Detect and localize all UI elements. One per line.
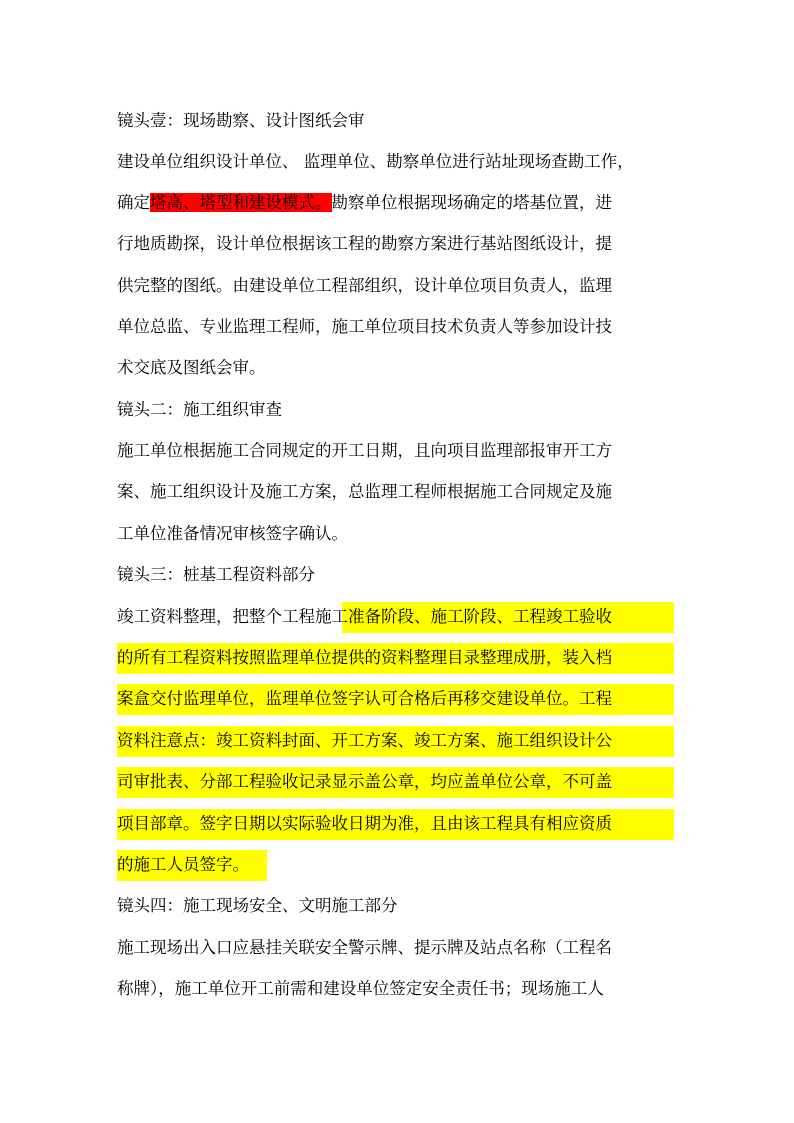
paragraph-line: 单位总监、专业监理工程师，施工单位项目技术负责人等参加设计技 bbox=[117, 317, 612, 336]
paragraph-line: 术交底及图纸会审。 bbox=[117, 358, 266, 377]
section-heading-2: 镜头二：施工组织审查 bbox=[117, 400, 282, 419]
section-heading-3: 镜头三：桩基工程资料部分 bbox=[117, 565, 315, 584]
paragraph-line: 的施工人员签字。 bbox=[117, 855, 249, 874]
paragraph-line: 项目部章。签字日期以实际验收日期为准，且由该工程具有相应资质 bbox=[117, 814, 612, 833]
paragraph-line: 施工单位根据施工合同规定的开工日期，且向项目监理部报审开工方 bbox=[117, 441, 612, 460]
paragraph-line-highlighted bbox=[117, 192, 612, 214]
paragraph-line: 资料注意点：竣工资料封面、开工方案、竣工方案、施工组织设计公 bbox=[117, 731, 612, 750]
text-segment: 勘察单位根据现场确定的塔基位置，进 bbox=[331, 193, 612, 212]
paragraph-line: 案盒交付监理单位，监理单位签字认可合格后再移交建设单位。工程 bbox=[117, 689, 612, 708]
paragraph-line: 案、施工组织设计及施工方案，总监理工程师根据施工合同规定及施 bbox=[117, 482, 612, 501]
paragraph-line: 司审批表、分部工程验收记录显示盖公章，均应盖单位公章，不可盖 bbox=[117, 772, 612, 791]
paragraph-line: 工单位准备情况审核签字确认。 bbox=[117, 524, 348, 543]
paragraph-line: 竣工资料整理，把整个工程施工准备阶段、施工阶段、工程竣工验收 bbox=[117, 607, 612, 626]
paragraph-line: 行地质勘探，设计单位根据该工程的勘察方案进行基站图纸设计，提 bbox=[117, 234, 612, 253]
section-heading-1: 镜头壹：现场勘察、设计图纸会审 bbox=[117, 111, 365, 130]
paragraph-line: 的所有工程资料按照监理单位提供的资料整理目录整理成册，装入档 bbox=[117, 648, 612, 667]
paragraph-line: 称牌），施工单位开工前需和建设单位签定安全责任书；现场施工人 bbox=[117, 979, 604, 998]
paragraph-line: 施工现场出入口应悬挂关联安全警示牌、提示牌及站点名称（工程名 bbox=[117, 938, 612, 957]
paragraph-line: 供完整的图纸。由建设单位工程部组织，设计单位项目负责人，监理 bbox=[117, 276, 612, 295]
red-highlight: 塔高、塔型和建设模式。 bbox=[150, 193, 332, 212]
paragraph-line: 建设单位组织设计单位、 监理单位、勘察单位进行站址现场查勘工作， bbox=[117, 152, 634, 171]
section-heading-4: 镜头四：施工现场安全、文明施工部分 bbox=[117, 896, 398, 915]
text-segment: 确定 bbox=[117, 193, 150, 212]
